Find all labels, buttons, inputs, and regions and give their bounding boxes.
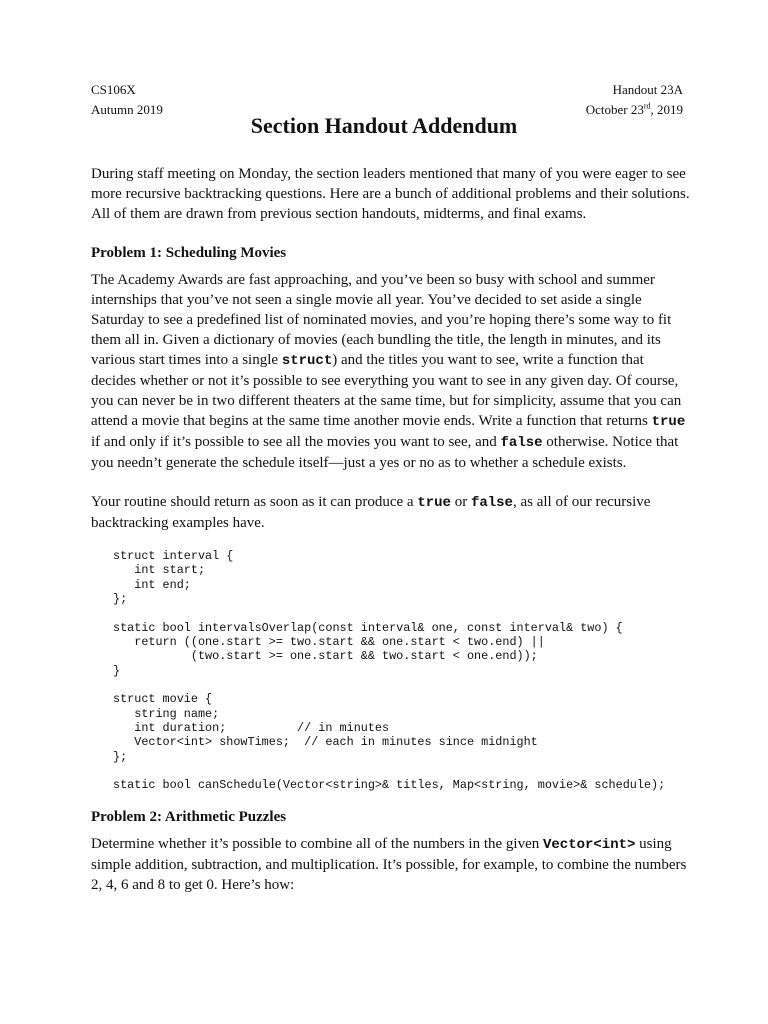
problem-1-return-note bbox=[91, 492, 691, 533]
code-movie-struct: struct movie { string name; int duration; // in minutes Vector<int> showTimes; // each in minutes since midnight }; bbox=[113, 692, 538, 764]
text-run: using simple addition, subtraction, and multiplication. It’s possible, for example, to combine the numbers 2, 4, 6 and 8 to get 0. Here’s how: bbox=[91, 835, 687, 893]
inline-code-true: true bbox=[417, 495, 451, 511]
text-run: , as all of our recursive backtracking examples have. bbox=[91, 494, 651, 531]
inline-code-false: false bbox=[500, 435, 543, 451]
problem-2-description bbox=[91, 834, 691, 895]
problem-1-heading: Problem 1: Scheduling Movies bbox=[91, 245, 287, 261]
text-run: Determine whether it’s possible to combine all of the numbers in the given bbox=[91, 835, 543, 852]
problem-2-heading: Problem 2: Arithmetic Puzzles bbox=[91, 808, 287, 825]
page-title: Section Handout Addendum bbox=[250, 113, 518, 138]
text-run: otherwise. Notice that you needn’t generate the schedule itself—just a yes or no as to whether a schedule exists. bbox=[91, 434, 679, 471]
date-year: , 2019 bbox=[650, 102, 683, 117]
problem-1-description bbox=[91, 270, 691, 473]
intro-paragraph: During staff meeting on Monday, the section leaders mentioned that many of you were eager to see more recursive backtracking questions. Here are a bunch of additional problems and their solutions. All of them are drawn from previous section handouts, midterms, and final exams. bbox=[91, 166, 690, 222]
inline-code-false: false bbox=[470, 495, 513, 511]
inline-code-true: true bbox=[651, 414, 686, 430]
text-run: ) and the titles you want to see, write a function that decides whether or not it’s possible to see everything you want to see in any given day. Of course, you can never be in two different theaters at the same time, but for simplicity, assume that you can attend a movie that begins at the same time another movie ends. Write a function that returns bbox=[91, 352, 682, 429]
date-month: October 23 bbox=[585, 102, 644, 117]
text-run: if and only if it’s possible to see all the movies you want to see, and bbox=[91, 434, 501, 450]
handout-number: Handout 23A bbox=[612, 82, 683, 97]
text-run: or bbox=[450, 494, 471, 510]
main-content bbox=[91, 164, 691, 895]
date-suffix: rd bbox=[643, 101, 651, 111]
code-interval-struct: struct interval { int start; int end; }; bbox=[113, 549, 234, 607]
code-intervals-overlap: static bool intervalsOverlap(const interval& one, const interval& two) { return ((one.start >= two.start && one.start < two.end) || (two.start >= one.start && two.start < one.end)); } bbox=[113, 620, 623, 678]
inline-code-struct: struct bbox=[281, 353, 333, 369]
term: Autumn 2019 bbox=[91, 102, 163, 117]
text-run: The Academy Awards are fast approaching, and you’ve been so busy with school and summer internships that you’ve not seen a single movie all year. You’ve decided to set aside a single Saturday to see a predefined list of nominated movies, and you’re hoping there’s some way to fit them all in. Given a dictionary of movies (each bundling the title, the length in minutes, and its various start times into a single bbox=[91, 272, 672, 368]
inline-code-vector-int: Vector<int> bbox=[542, 836, 636, 853]
text-run: Your routine should return as soon as it can produce a bbox=[91, 494, 418, 510]
code-can-schedule-prototype: static bool canSchedule(Vector<string>& titles, Map<string, movie>& schedule); bbox=[113, 778, 666, 793]
course-code: CS106X bbox=[91, 82, 136, 97]
